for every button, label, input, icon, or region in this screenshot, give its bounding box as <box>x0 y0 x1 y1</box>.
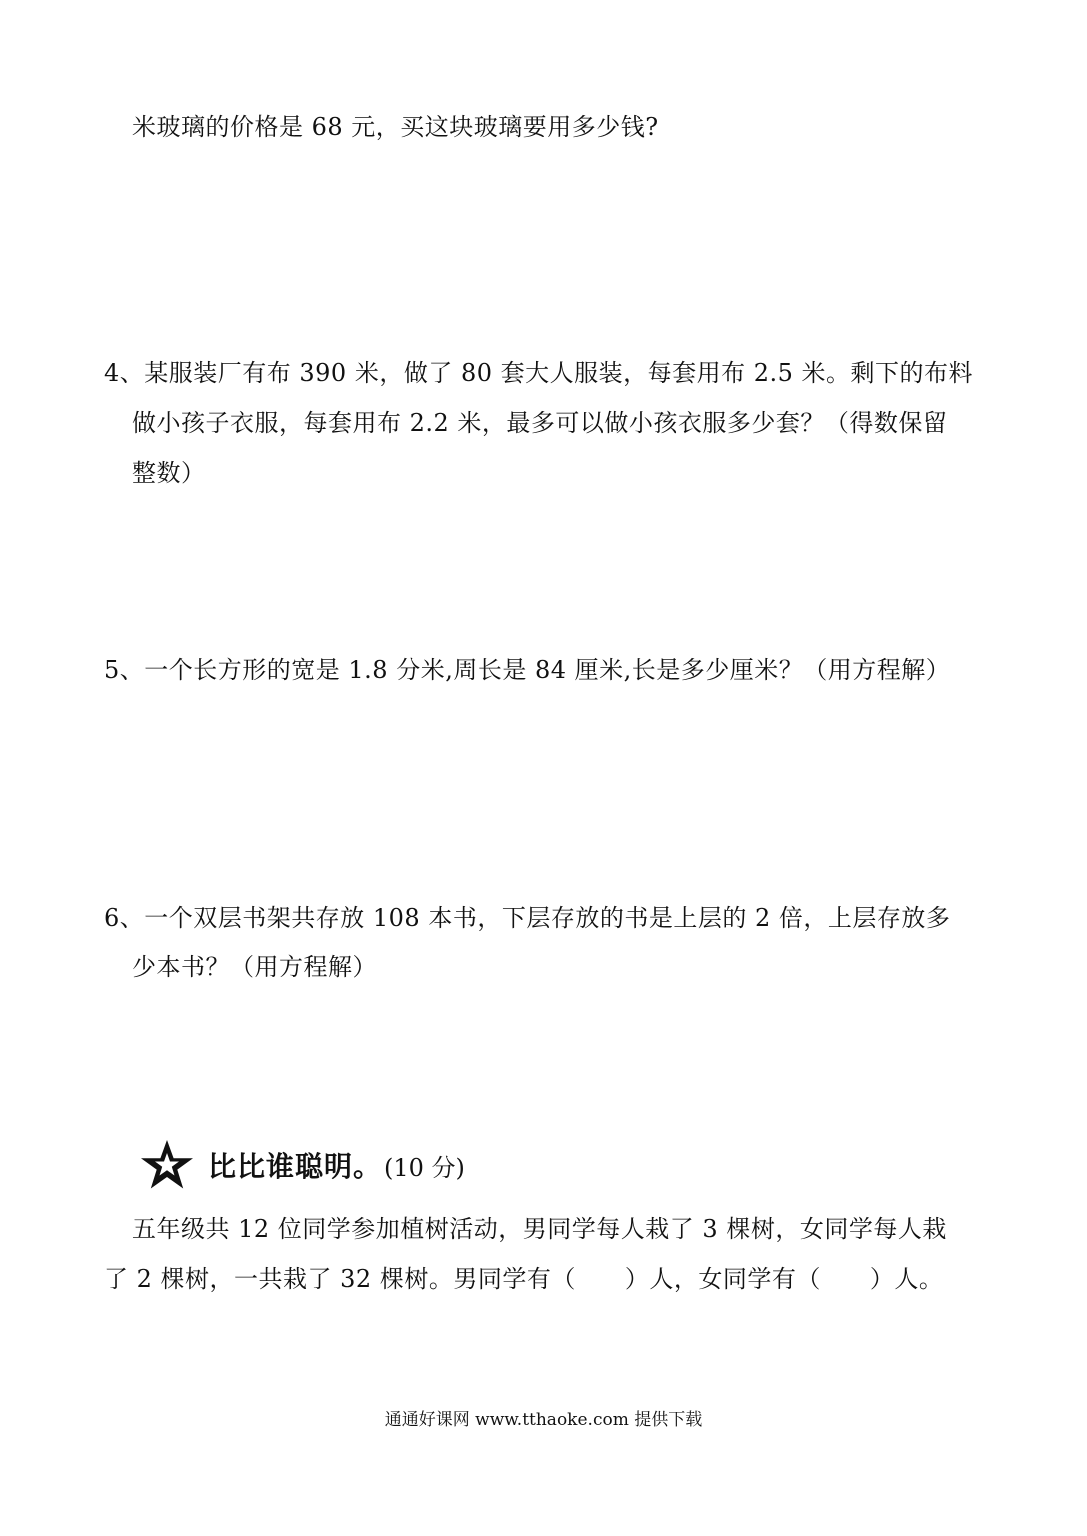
problem-4-line-3: 整数） <box>132 459 206 487</box>
problem-3-continuation: 米玻璃的价格是 68 元，买这块玻璃要用多少钱? <box>132 113 659 141</box>
bonus-problem-line-1: 五年级共 12 位同学参加植树活动，男同学每人栽了 3 棵树，女同学每人栽 <box>132 1215 947 1243</box>
page-footer: 通通好课网 www.tthaoke.com 提供下载 <box>384 1410 703 1430</box>
problem-4-line-2: 做小孩子衣服，每套用布 2.2 米，最多可以做小孩衣服多少套？（得数保留 <box>132 409 948 437</box>
bonus-section-heading <box>140 1140 465 1190</box>
bonus-section-title: 比比谁聪明。 <box>208 1150 383 1183</box>
star-icon <box>140 1139 194 1191</box>
problem-4-line-1: 4、某服装厂有布 390 米，做了 80 套大人服装，每套用布 2.5 米。剩下的布料 <box>104 359 974 387</box>
bonus-problem-line-2: 了 2 棵树，一共栽了 32 棵树。男同学有（ ）人，女同学有（ ）人。 <box>104 1265 944 1293</box>
problem-6-line-2: 少本书？（用方程解） <box>132 953 377 981</box>
problem-5-line-1: 5、一个长方形的宽是 1.8 分米,周长是 84 厘米,长是多少厘米？（用方程解） <box>104 656 951 684</box>
bonus-section-score: (10 分) <box>384 1153 465 1182</box>
problem-6-line-1: 6、一个双层书架共存放 108 本书，下层存放的书是上层的 2 倍，上层存放多 <box>104 904 951 932</box>
